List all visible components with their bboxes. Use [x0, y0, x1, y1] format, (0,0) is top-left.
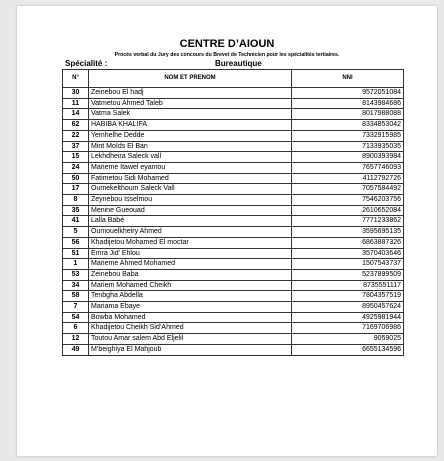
row-nni: 8950457624	[292, 302, 404, 313]
table-row	[63, 205, 404, 216]
table-row	[63, 302, 404, 313]
row-number: 5	[63, 227, 89, 238]
table-row	[63, 98, 404, 109]
row-name: Fatimetou Sidi Mohamed	[89, 173, 292, 184]
row-nni: 7546203756	[292, 195, 404, 206]
table-row	[63, 237, 404, 248]
table-body	[63, 88, 404, 356]
table-row	[63, 227, 404, 238]
row-nni: 8017988088	[292, 109, 404, 120]
table-row	[63, 184, 404, 195]
row-number: 49	[63, 344, 89, 355]
specialite-label: Spécialité :	[65, 59, 108, 68]
table-row	[63, 173, 404, 184]
row-number: 22	[63, 130, 89, 141]
row-number: 54	[63, 312, 89, 323]
table-row	[63, 259, 404, 270]
row-nni: 7057584492	[292, 184, 404, 195]
row-number: 35	[63, 205, 89, 216]
row-number: 53	[63, 269, 89, 280]
row-name: M’beighiya El Mahjoub	[89, 344, 292, 355]
table-row	[63, 109, 404, 120]
table-row	[63, 248, 404, 259]
row-name: Mariama Ebaye	[89, 302, 292, 313]
row-number: 12	[63, 334, 89, 345]
table-row	[63, 269, 404, 280]
row-name: Oumekelthoum Saleck Vall	[89, 184, 292, 195]
row-number: 17	[63, 184, 89, 195]
row-nni: 6863887326	[292, 237, 404, 248]
specialite-value: Bureautique	[215, 59, 262, 68]
row-name: Zeinebou El hadj	[89, 88, 292, 99]
row-nni: 1507543737	[292, 259, 404, 270]
row-number: 24	[63, 162, 89, 173]
table-row	[63, 162, 404, 173]
row-number: 14	[63, 109, 89, 120]
document-page	[17, 6, 437, 456]
row-name: Emra Jid’ Ehlou	[89, 248, 292, 259]
row-name: Lekhdheira Saleck vall	[89, 152, 292, 163]
row-number: 15	[63, 152, 89, 163]
row-name: Vatmetou Ahmed Taleb	[89, 98, 292, 109]
row-nni: 7169706986	[292, 323, 404, 334]
table-row	[63, 88, 404, 99]
row-nni: 8334853042	[292, 120, 404, 131]
row-name: Bowba Mohamed	[89, 312, 292, 323]
row-nni: 8900393984	[292, 152, 404, 163]
table-row	[63, 141, 404, 152]
row-name: Tenbgha Abdella	[89, 291, 292, 302]
row-nni: 4925981944	[292, 312, 404, 323]
header-nni: NNI	[292, 70, 404, 88]
row-number: 30	[63, 88, 89, 99]
row-nni: 7657746093	[292, 162, 404, 173]
table-row	[63, 280, 404, 291]
header-name: NOM ET PRENOM	[89, 70, 292, 88]
row-number: 56	[63, 237, 89, 248]
row-number: 62	[63, 120, 89, 131]
table-row	[63, 334, 404, 345]
row-nni: 5237899509	[292, 269, 404, 280]
row-name: Yemhelhe Dedde	[89, 130, 292, 141]
row-name: Mariem Mohamed Cheikh	[89, 280, 292, 291]
row-number: 11	[63, 98, 89, 109]
row-number: 41	[63, 216, 89, 227]
document-title: CENTRE D’AIOUN	[179, 38, 275, 50]
row-number: 58	[63, 291, 89, 302]
row-name: Toutou Amar salem Abd Eljelil	[89, 334, 292, 345]
row-nni: 7771233862	[292, 216, 404, 227]
table-row	[63, 120, 404, 131]
row-nni: 7133935035	[292, 141, 404, 152]
row-name: Khadijetou Cheikh Sid’Ahmed	[89, 323, 292, 334]
table-row	[63, 312, 404, 323]
row-number: 6	[63, 323, 89, 334]
row-number: 34	[63, 280, 89, 291]
candidates-table	[62, 69, 404, 356]
row-number: 7	[63, 302, 89, 313]
row-nni: 7332915985	[292, 130, 404, 141]
table-row	[63, 291, 404, 302]
row-name: Zeinebou Baba	[89, 269, 292, 280]
row-number: 51	[63, 248, 89, 259]
table-header-row	[63, 70, 404, 88]
row-number: 1	[63, 259, 89, 270]
row-name: Marieme Itawel eyamou	[89, 162, 292, 173]
row-number: 8	[63, 195, 89, 206]
document-subtitle: Procès verbal du Jury des concours du Brevet de Technicien pour les spécialités tertiaires.	[114, 52, 340, 58]
row-nni: 7804357519	[292, 291, 404, 302]
row-name: Oumouelkheiry Ahmed	[89, 227, 292, 238]
row-name: Zeynebou Isselmou	[89, 195, 292, 206]
table-row	[63, 216, 404, 227]
row-nni: 6655134596	[292, 344, 404, 355]
table-row	[63, 323, 404, 334]
row-nni: 9572051084	[292, 88, 404, 99]
row-name: HABIBA KHALIFA	[89, 120, 292, 131]
row-number: 50	[63, 173, 89, 184]
row-name: Khadijetou Mohamed El moctar	[89, 237, 292, 248]
header-number: N°	[63, 70, 89, 88]
row-number: 37	[63, 141, 89, 152]
table-row	[63, 344, 404, 355]
table-row	[63, 130, 404, 141]
row-name: Marieme Ahmed Mohamed	[89, 259, 292, 270]
row-nni: 3595695135	[292, 227, 404, 238]
row-nni: 4112792726	[292, 173, 404, 184]
row-nni: 3570403646	[292, 248, 404, 259]
row-nni: 9059025	[292, 334, 404, 345]
row-nni: 8143984686	[292, 98, 404, 109]
table-row	[63, 195, 404, 206]
row-name: Mint Moïds El Ban	[89, 141, 292, 152]
row-name: Lalla Babé	[89, 216, 292, 227]
row-name: Vatma Salek	[89, 109, 292, 120]
row-nni: 2610652084	[292, 205, 404, 216]
row-nni: 8735551117	[292, 280, 404, 291]
table-row	[63, 152, 404, 163]
row-name: Menine Gueouad	[89, 205, 292, 216]
